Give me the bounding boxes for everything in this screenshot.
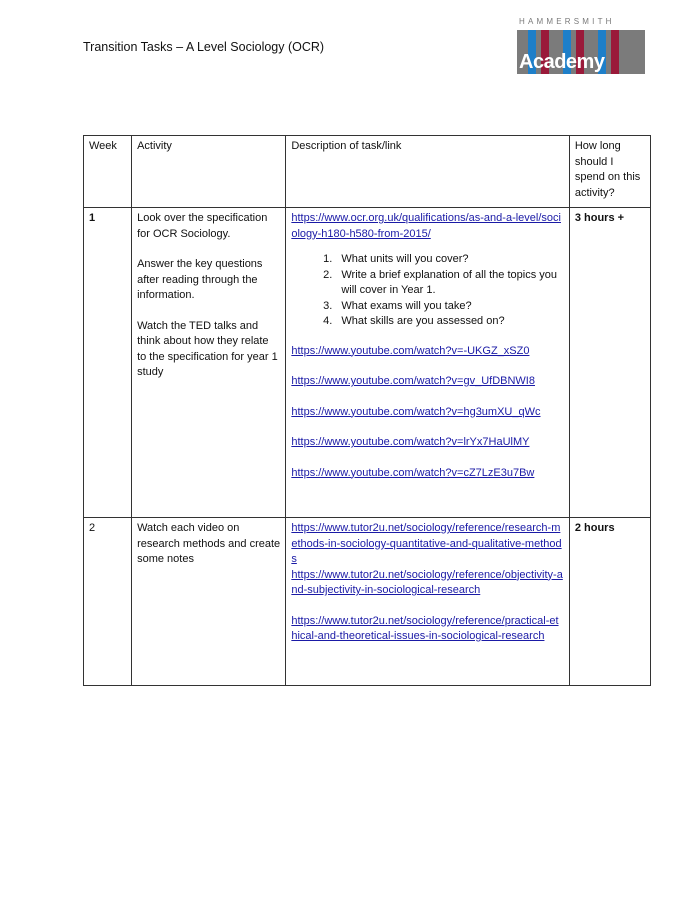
document-title: Transition Tasks – A Level Sociology (OCR) [83,40,325,54]
header-activity: Activity [132,136,286,208]
youtube-link[interactable]: https://www.youtube.com/watch?v=hg3umXU_qWc [291,405,541,418]
key-questions-list [291,252,564,330]
activity-cell [132,208,286,518]
activity-text: Answer the key questions after reading through the information. [137,258,263,301]
logo-top-text: HAMMERSMITH [519,17,615,26]
week-number: 2 [84,518,132,686]
table-header-row [84,136,651,208]
activity-text: Look over the specification for OCR Sociology. [137,212,268,240]
activity-cell [132,518,286,686]
question-item: 4. What skills are you assessed on? [335,314,564,330]
youtube-link[interactable]: https://www.youtube.com/watch?v=gv_UfDBNWI8 [291,375,535,387]
header-week: Week [84,136,132,208]
logo-stripe-band [517,30,645,74]
time-estimate: 2 hours [569,518,650,686]
description-cell [286,208,570,518]
tutor2u-link[interactable]: https://www.tutor2u.net/sociology/reference/research-methods-in-sociology-quantitative-and-qualitative-methods [291,522,562,565]
tutor2u-link[interactable]: https://www.tutor2u.net/sociology/reference/objectivity-and-subjectivity-in-sociological-research [291,568,563,596]
youtube-link[interactable]: https://www.youtube.com/watch?v=-UKGZ_xSZ0 [291,344,530,357]
header-time: How long should I spend on this activity? [569,136,650,208]
tutor2u-link[interactable]: https://www.tutor2u.net/sociology/reference/practical-ethical-and-theoretical-issues-in-sociological-research [291,614,559,642]
youtube-link[interactable]: https://www.youtube.com/watch?v=lrYx7HaUlMY [291,436,530,448]
activity-text: Watch the TED talks and think about how they relate to the specification for year 1 study [137,319,278,378]
week-number: 1 [84,208,132,518]
question-item: 3. What exams will you take? [335,299,564,315]
logo-word: Academy [519,51,605,73]
table-row [84,208,651,518]
time-estimate: 3 hours + [569,208,650,518]
transition-tasks-table [83,135,651,686]
ocr-specification-link[interactable]: https://www.ocr.org.uk/qualifications/as-and-a-level/sociology-h180-h580-from-2015/ [291,212,561,240]
question-item: 1. What units will you cover? [335,252,564,268]
youtube-link[interactable]: https://www.youtube.com/watch?v=cZ7LzE3u7Bw [291,466,535,479]
activity-text: Watch each video on research methods and create some notes [137,522,281,565]
logo-stripe-red [611,30,619,74]
hammersmith-academy-logo [517,16,647,76]
question-item: 2. Write a brief explanation of all the topics you will cover in Year 1. [335,268,564,299]
table-row [84,518,651,686]
header-description: Description of task/link [286,136,570,208]
description-cell [286,518,570,686]
